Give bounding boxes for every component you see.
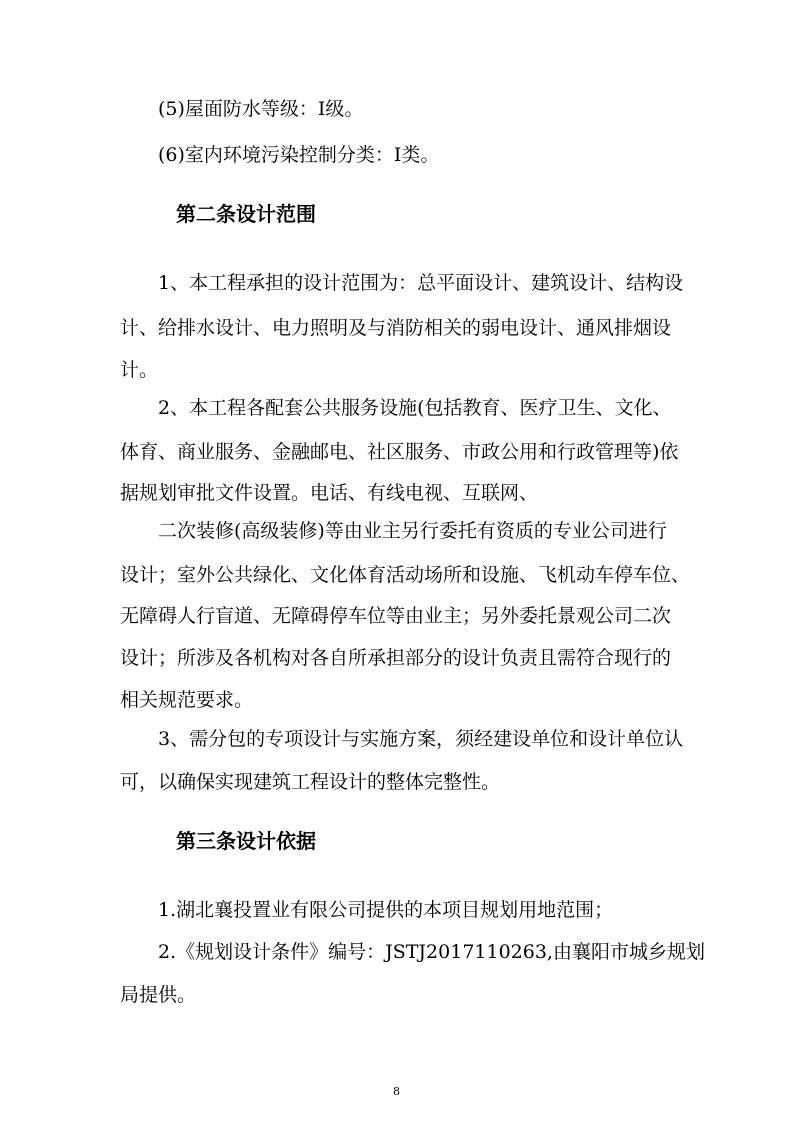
scope-item-1-line-2: 计、给排水设计、电力照明及与消防相关的弱电设计、通风排烟设 [120, 317, 672, 339]
scope-item-2-line-7: 设计；所涉及各机构对各自所承担部分的设计负责且需符合现行的 [120, 647, 672, 669]
roof-waterproof-level: (5)屋面防水等级：I级。 [158, 98, 364, 120]
section-heading-design-scope: 第二条设计范围 [176, 202, 316, 226]
scope-item-3-line-1: 3、需分包的专项设计与实施方案，须经建设单位和设计单位认 [158, 728, 684, 750]
basis-item-2-line-2: 局提供。 [120, 984, 197, 1006]
basis-item-1-line-1: 1.湖北襄投置业有限公司提供的本项目规划用地范围； [158, 899, 614, 921]
scope-item-2-line-4: 二次装修(高级装修)等由业主另行委托有资质的专业公司进行 [158, 520, 667, 542]
scope-item-1-line-1: 1、本工程承担的设计范围为：总平面设计、建筑设计、结构设 [158, 272, 684, 294]
indoor-pollution-class: (6)室内环境污染控制分类：I类。 [158, 144, 440, 166]
scope-item-1-line-3: 计。 [120, 359, 159, 381]
scope-item-3-line-2: 可，以确保实现建筑工程设计的整体完整性。 [120, 771, 501, 793]
scope-item-2-line-6: 无障碍人行盲道、无障碍停车位等由业主；另外委托景观公司二次 [120, 605, 672, 627]
scope-item-2-line-2: 体育、商业服务、金融邮电、社区服务、市政公用和行政管理等)依 [120, 441, 679, 463]
section-heading-design-basis: 第三条设计依据 [176, 829, 316, 853]
scope-item-2-line-3: 据规划审批文件设置。电话、有线电视、互联网、 [120, 482, 539, 504]
basis-item-2-line-1: 2.《规划设计条件》编号：JSTJ2017110263,由襄阳市城乡规划 [158, 941, 705, 963]
page-number: 8 [393, 1085, 400, 1098]
scope-item-2-line-1: 2、本工程各配套公共服务设施(包括教育、医疗卫生、文化、 [158, 397, 672, 419]
scope-item-2-line-8: 相关规范要求。 [120, 689, 254, 711]
scope-item-2-line-5: 设计；室外公共绿化、文化体育活动场所和设施、飞机动车停车位、 [120, 564, 691, 586]
